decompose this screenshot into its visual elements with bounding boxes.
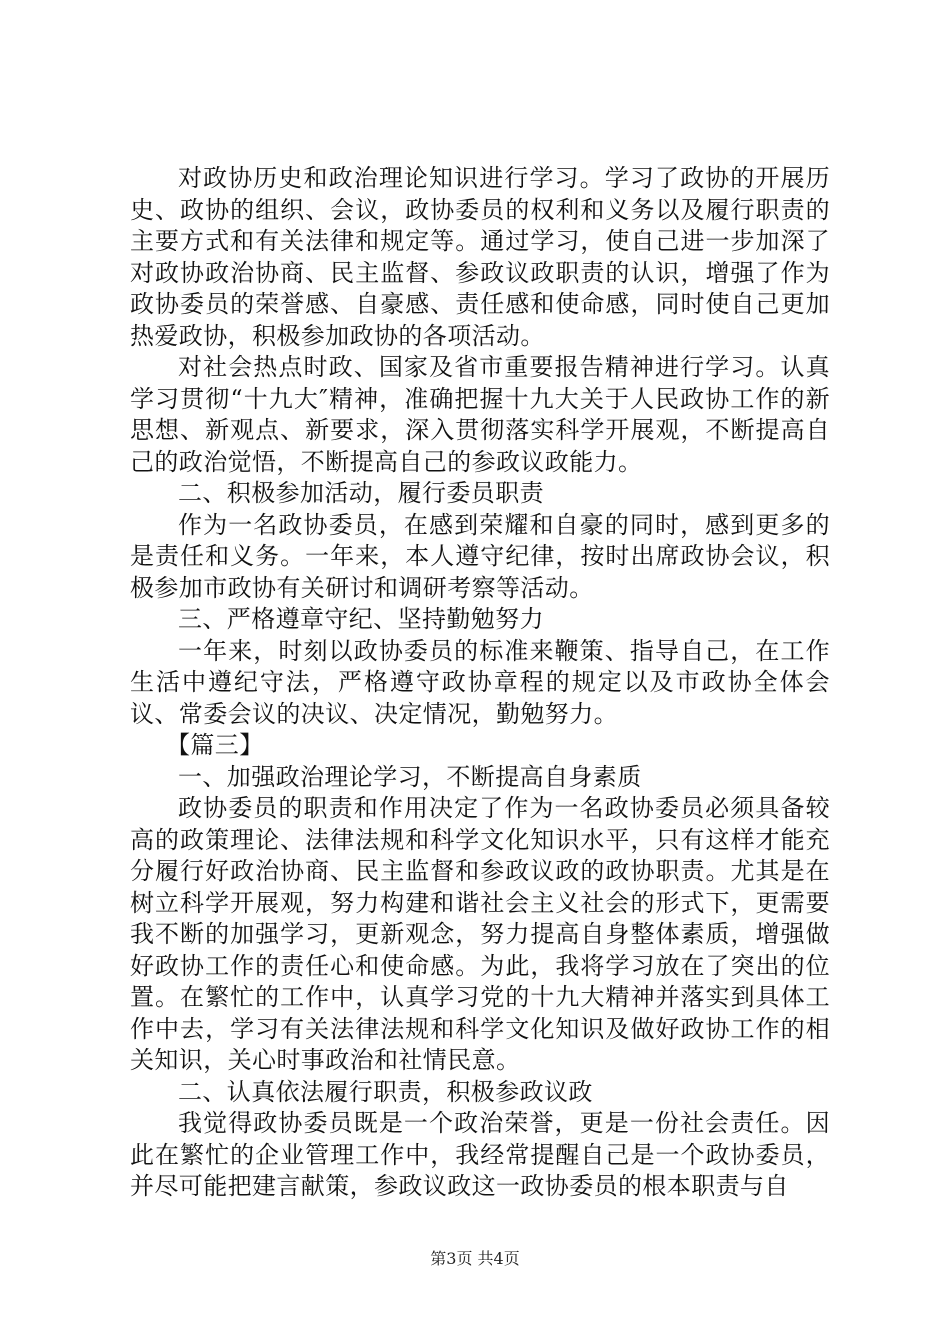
section-heading-strengthen-theory: 一、加强政治理论学习，不断提高自身素质 (178, 762, 642, 791)
section-heading-perform-duties: 二、认真依法履行职责，积极参政议政 (178, 1077, 593, 1106)
paragraph-political-theory-study: 对政协历史和政治理论知识进行学习。学习了政协的开展历史、政协的组织、会议，政协委员的权利和义务以及履行职责的主要方式和有关法律和规定等。通过学习，使自己进一步加深了对政协政治协商、民主监督、参政议政职责的认识，增强了作为政协委员的荣誉感、自豪感、责任感和使命感，同时使自己更加热爱政协，积极参加政协的各项活动。 (130, 164, 830, 350)
page-footer: 第3页 共4页 (430, 1249, 520, 1268)
section-heading-discipline: 三、严格遵章守纪、坚持勤勉努力 (178, 605, 544, 633)
section-heading-participate-activities: 二、积极参加活动，履行委员职责 (178, 479, 544, 507)
paragraph-member-duties: 政协委员的职责和作用决定了作为一名政协委员必须具备较高的政策理论、法律法规和科学文化知识水平，只有这样才能充分履行好政治协商、民主监督和参政议政的政协职责。尤其是在树立科学开展观，努力构建和谐社会主义社会的形式下，更需要我不断的加强学习，更新观念，努力提高自身整体素质，增强做好政协工作的责任心和使命感。为此，我将学习放在了突出的位置。在繁忙的工作中，认真学习党的十九大精神并落实到具体工作中去，学习有关法律法规和科学文化知识及做好政协工作的相关知识，关心时事政治和社情民意。 (130, 794, 830, 1074)
paragraph-political-honor: 我觉得政协委员既是一个政治荣誉，更是一份社会责任。因此在繁忙的企业管理工作中，我经常提醒自己是一个政协委员，并尽可能把建言献策，参政议政这一政协委员的根本职责与自 (130, 1109, 830, 1200)
part-three-marker: 【篇三】 (166, 731, 264, 759)
paragraph-member-responsibility: 作为一名政协委员，在感到荣耀和自豪的同时，感到更多的是责任和义务。一年来，本人遵守纪律，按时出席政协会议，积极参加市政协有关研讨和调研考察等活动。 (130, 510, 830, 602)
paragraph-current-affairs-study: 对社会热点时政、国家及省市重要报告精神进行学习。认真学习贯彻“十九大″精神，准确把握十九大关于人民政协工作的新思想、新观点、新要求，深入贯彻落实科学开展观，不断提高自己的政治觉悟，不断提高自己的参政议政能力。 (130, 353, 830, 476)
document-body (130, 163, 830, 1203)
paragraph-discipline: 一年来，时刻以政协委员的标准来鞭策、指导自己，在工作生活中遵纪守法，严格遵守政协章程的规定以及市政协全体会议、常委会议的决议、决定情况，勤勉努力。 (130, 636, 830, 728)
